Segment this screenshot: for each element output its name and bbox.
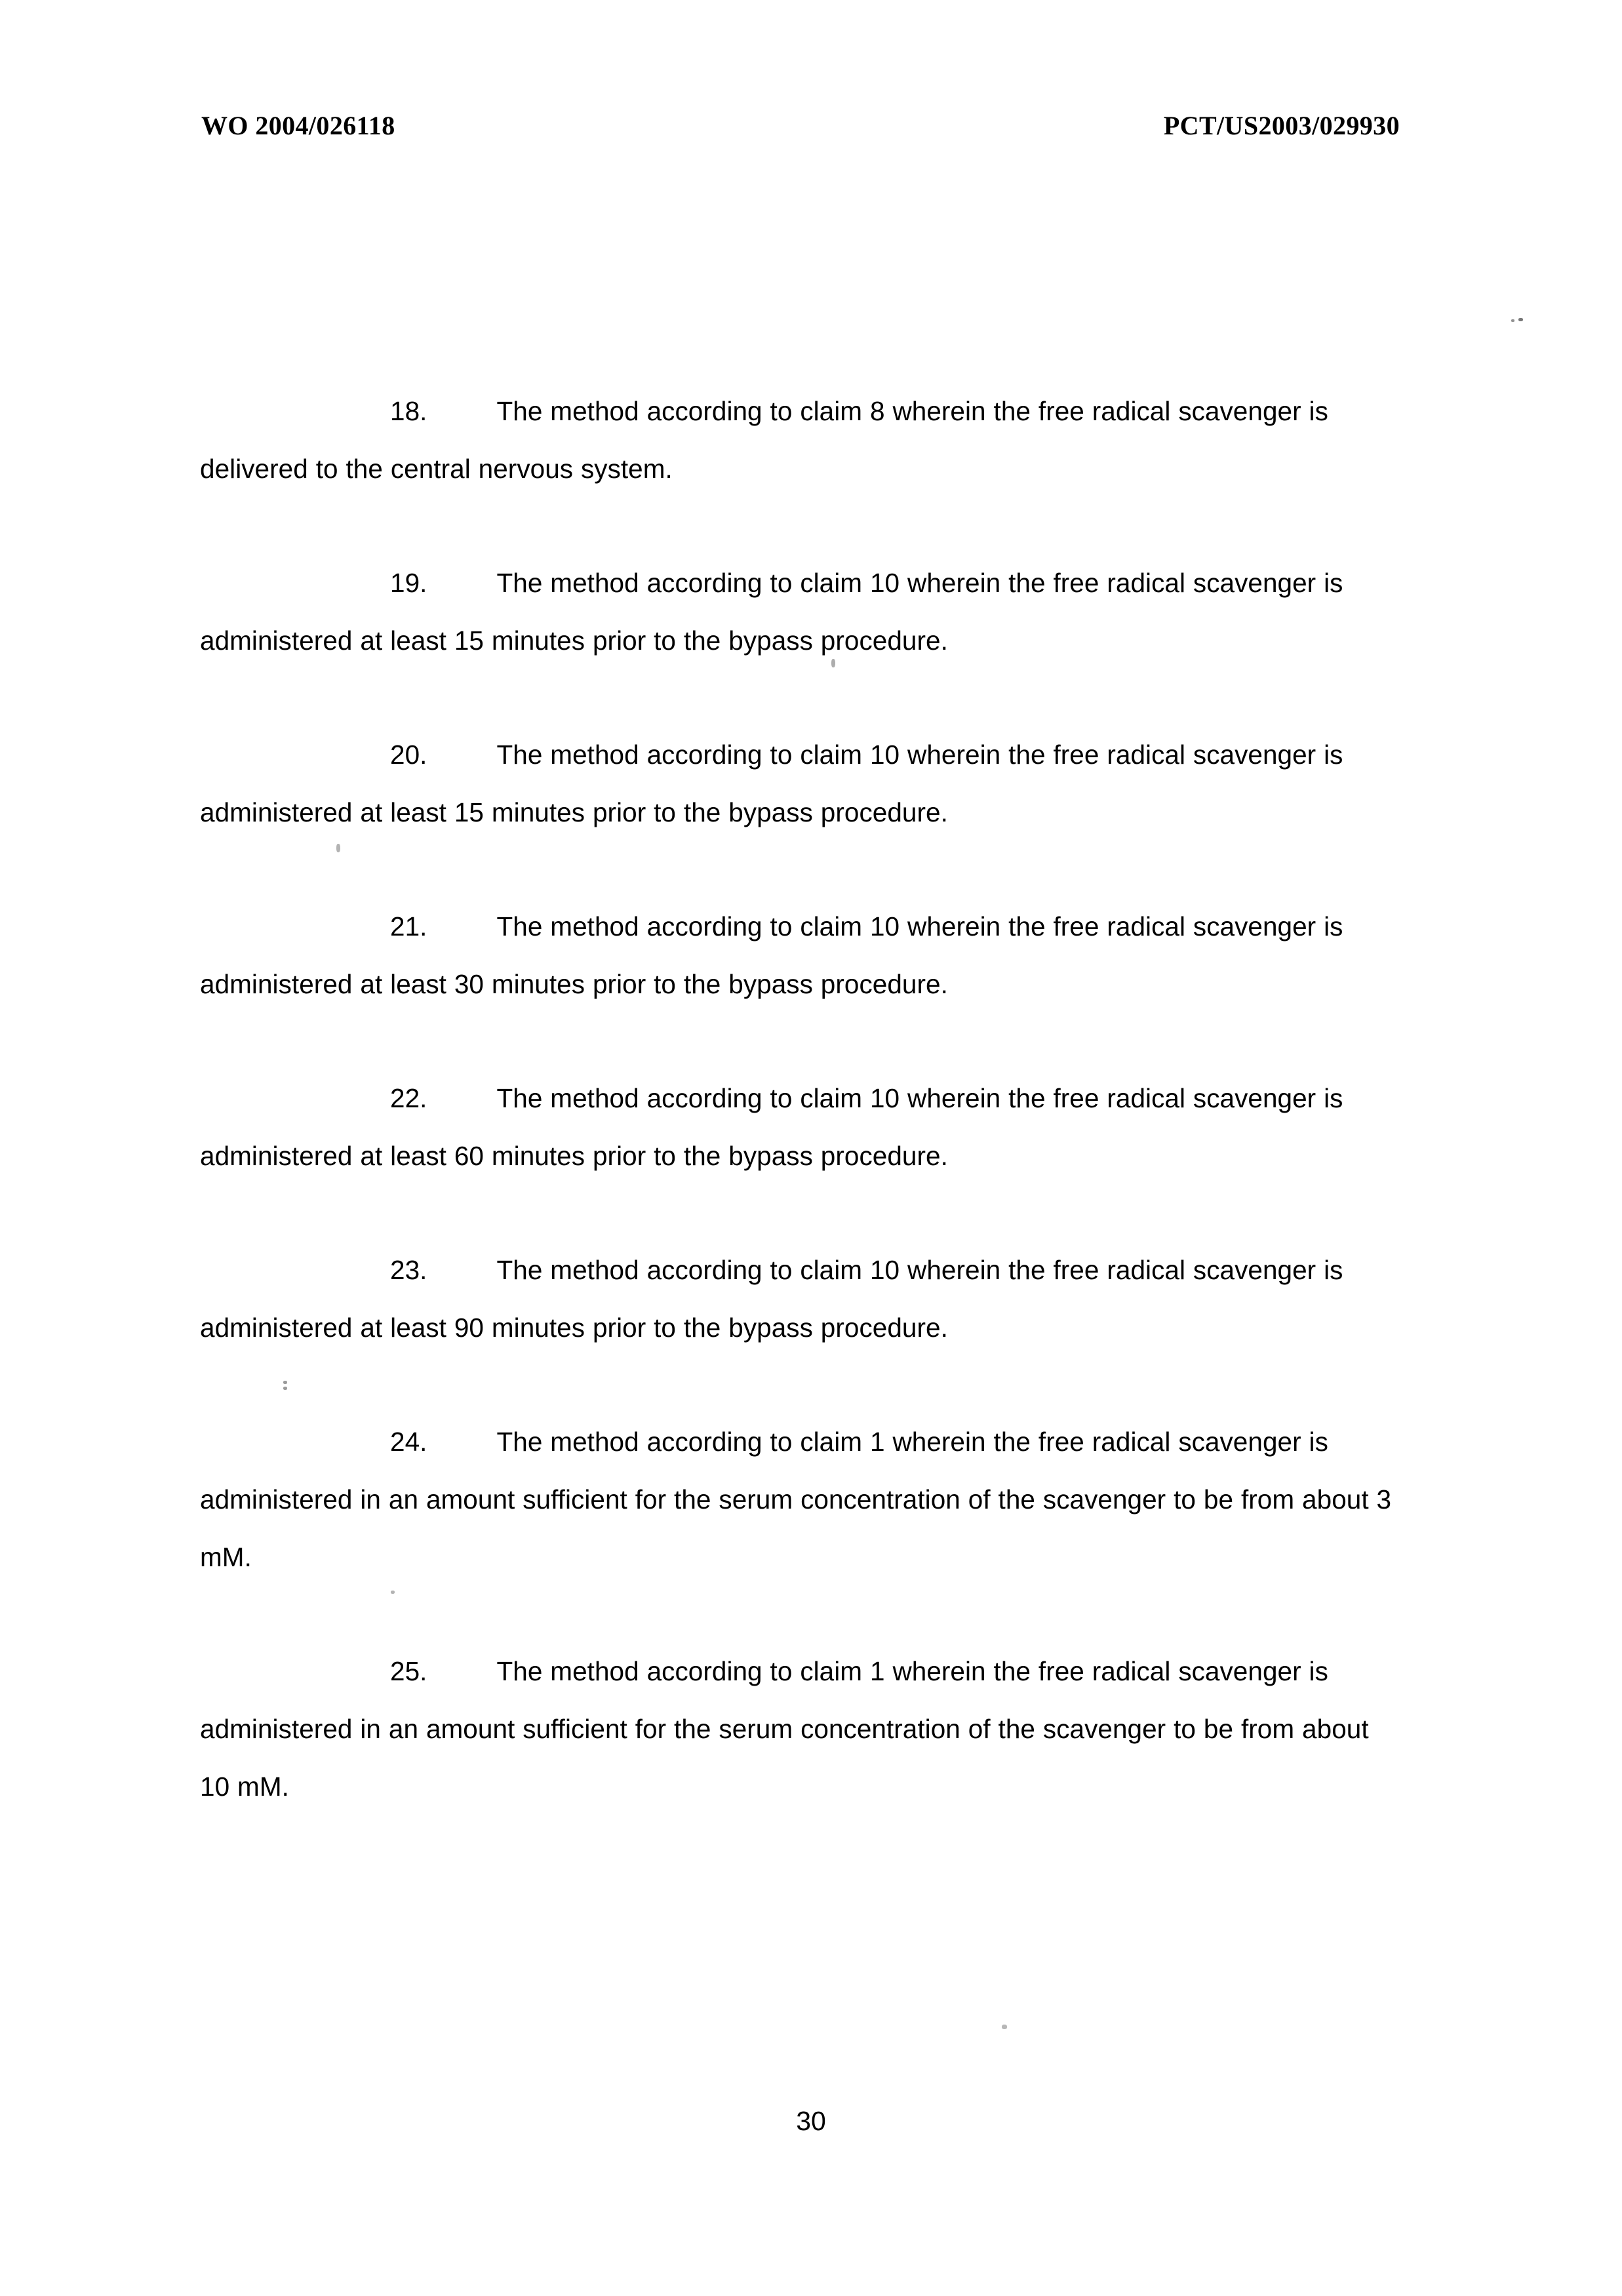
- page-header: [200, 110, 1400, 141]
- claim-paragraph: [200, 726, 1401, 841]
- claim-number: 18.: [390, 395, 427, 426]
- claim-text: The method according to claim 1 wherein the free radical scavenger is administered in an amount sufficient for the serum concentration of the scavenger to be from about 10 mM.: [200, 1655, 1369, 1802]
- publication-number: WO 2004/026118: [201, 111, 395, 140]
- claim-paragraph: [200, 1241, 1401, 1356]
- application-number: PCT/US2003/029930: [1163, 111, 1400, 140]
- claim-number: 20.: [390, 739, 427, 770]
- scan-speck: [283, 1381, 287, 1384]
- claim-text: The method according to claim 10 wherein the free radical scavenger is administered at least 15 minutes prior to the bypass procedure.: [200, 739, 1343, 827]
- claim-text: The method according to claim 10 wherein the free radical scavenger is administered at least 60 minutes prior to the bypass procedure.: [200, 1082, 1343, 1171]
- claim-paragraph: [200, 554, 1401, 669]
- claim-number: 22.: [390, 1082, 427, 1113]
- claim-paragraph: [200, 382, 1401, 498]
- claim-text: The method according to claim 1 wherein the free radical scavenger is administered in an amount sufficient for the serum concentration of the scavenger to be from about 3 mM.: [200, 1426, 1392, 1572]
- claim-number: 24.: [390, 1426, 427, 1457]
- claim-number: 25.: [390, 1655, 427, 1686]
- claim-paragraph: [200, 1413, 1401, 1586]
- scan-speck: [1002, 2025, 1007, 2029]
- scan-speck: [1511, 319, 1514, 322]
- claim-number: 21.: [390, 911, 427, 941]
- claim-text: The method according to claim 10 wherein the free radical scavenger is administered at least 30 minutes prior to the bypass procedure.: [200, 911, 1343, 999]
- claim-paragraph: [200, 898, 1401, 1013]
- scan-speck: [283, 1387, 287, 1390]
- claim-paragraph: [200, 1642, 1401, 1815]
- claim-text: The method according to claim 8 wherein the free radical scavenger is delivered to the central nervous system.: [200, 395, 1328, 484]
- claim-text: The method according to claim 10 wherein the free radical scavenger is administered at least 15 minutes prior to the bypass procedure.: [200, 567, 1343, 656]
- page-number: 30: [796, 2106, 826, 2136]
- scan-speck: [1518, 318, 1523, 321]
- claims-list: [200, 355, 1401, 1815]
- claim-paragraph: [200, 1069, 1401, 1185]
- scan-speck: [391, 1591, 395, 1594]
- scan-speck: [336, 844, 340, 852]
- claim-number: 19.: [390, 567, 427, 598]
- claim-number: 23.: [390, 1254, 427, 1285]
- claim-text: The method according to claim 10 wherein the free radical scavenger is administered at least 90 minutes prior to the bypass procedure.: [200, 1254, 1343, 1343]
- scan-speck: [831, 659, 835, 667]
